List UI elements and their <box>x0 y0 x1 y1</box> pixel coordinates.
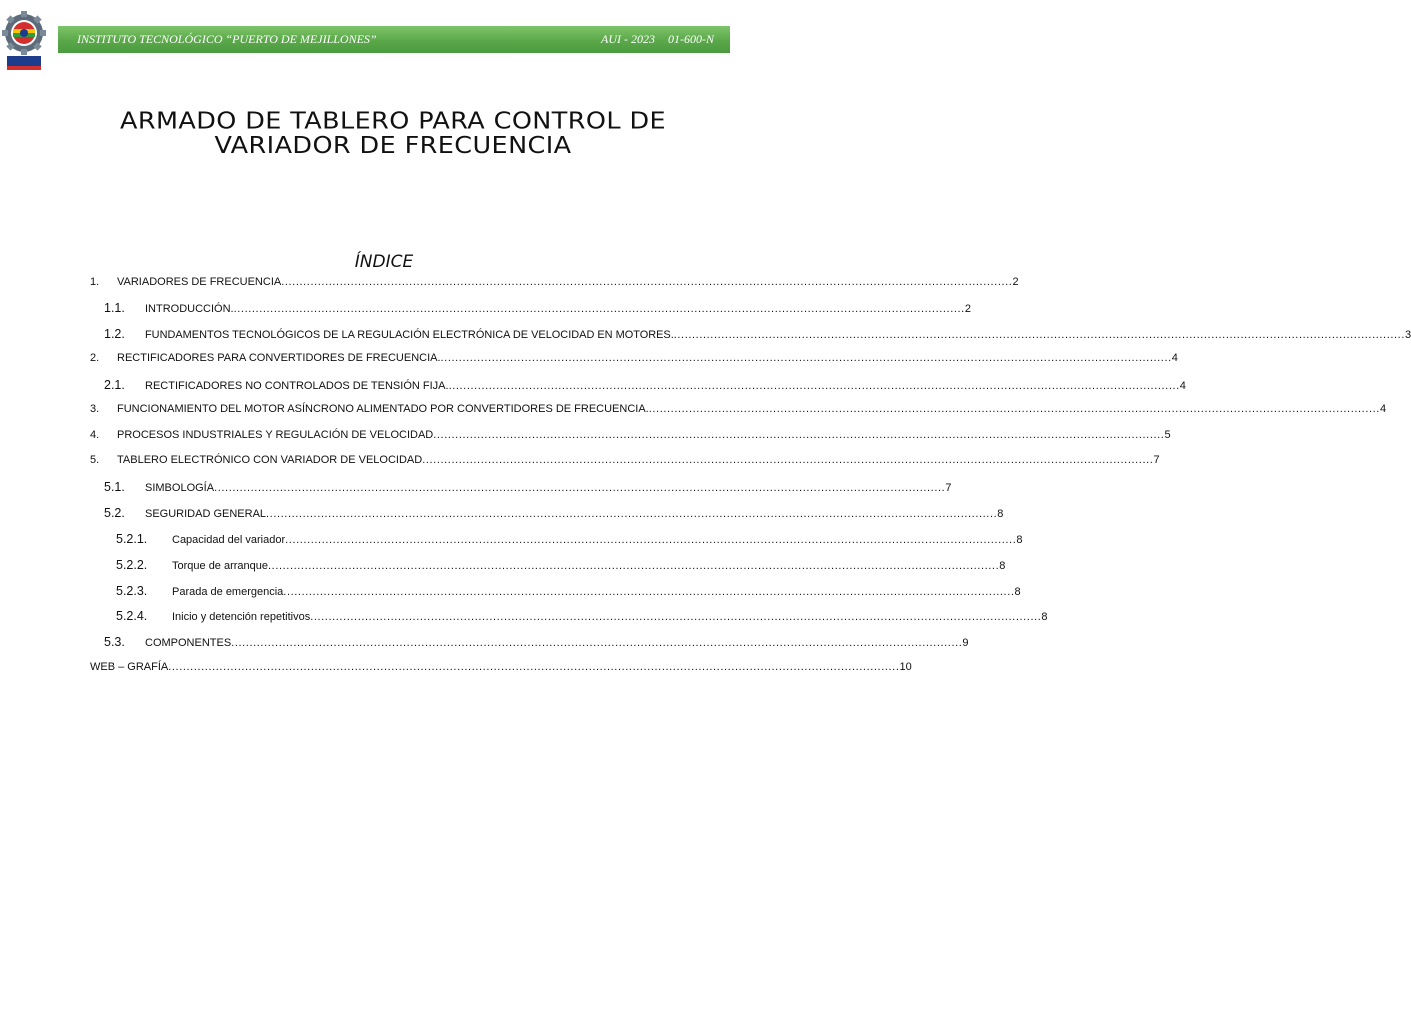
toc-entry-page: 5 <box>1164 429 1171 441</box>
toc-entry-number: 1.2. <box>104 327 125 341</box>
toc-entry-label: INTRODUCCIÓN. <box>145 303 234 315</box>
toc-entry[interactable] <box>116 532 1023 550</box>
toc-entry-label: PROCESOS INDUSTRIALES Y REGULACIÓN DE VELOCIDAD <box>117 429 434 441</box>
toc-entry-number: 5.2.2. <box>116 558 148 572</box>
toc-entry-leader: ........................................................................................................................................................................................................ <box>281 276 1013 288</box>
toc-entry[interactable] <box>104 506 1004 524</box>
toc-entry-leader: ........................................................................................................................................................................................................ <box>231 637 963 649</box>
toc-entry-leader: ........................................................................................................................................................................................................ <box>673 329 1405 341</box>
toc-entry-leader: ........................................................................................................................................................................................................ <box>310 611 1042 623</box>
toc-entry-page: 9 <box>962 637 969 649</box>
toc-heading: ÍNDICE <box>354 252 414 272</box>
toc-entry-number: 5.2.3. <box>116 584 148 598</box>
toc-entry-label: COMPONENTES <box>145 637 232 649</box>
toc-entry-page: 8 <box>999 560 1006 572</box>
toc-entry-page: 7 <box>1153 454 1160 466</box>
document-title-line-2: VARIADOR DE FRECUENCIA <box>214 132 572 160</box>
toc-entry-leader: ........................................................................................................................................................................................................ <box>268 560 1000 572</box>
toc-entry-page: 4 <box>1171 352 1178 364</box>
document-title-line-1: ARMADO DE TABLERO PARA CONTROL DE <box>119 107 667 135</box>
toc-entry-leader: ........................................................................................................................................................................................................ <box>448 380 1180 392</box>
toc-entry-page: 8 <box>1016 534 1023 546</box>
toc-entry-page: 4 <box>1179 380 1186 392</box>
toc-entry-page: 3 <box>1404 329 1411 341</box>
period-label: AUI - 2023 <box>601 32 655 46</box>
toc-entry-number: 5.2.1. <box>116 532 148 546</box>
toc-entry-number: 1.1. <box>104 301 125 315</box>
toc-entry-leader: ........................................................................................................................................................................................................ <box>233 303 965 315</box>
header-bar <box>58 26 730 53</box>
toc-entry-page: 8 <box>1041 611 1048 623</box>
toc-entry-label: TABLERO ELECTRÓNICO CON VARIADOR DE VELOCIDAD <box>117 454 423 466</box>
institute-logo-icon <box>3 9 45 73</box>
toc-entry-leader: ........................................................................................................................................................................................................ <box>283 586 1015 598</box>
toc-entry-number: 5.3. <box>104 635 125 649</box>
toc-entry-leader: ........................................................................................................................................................................................................ <box>266 508 998 520</box>
toc-entry-label: SEGURIDAD GENERAL <box>145 508 267 520</box>
toc-entry-label: WEB – GRAFÍA <box>90 661 169 673</box>
toc-entry-leader: ........................................................................................................................................................................................................ <box>422 454 1154 466</box>
toc-entry-leader: ........................................................................................................................................................................................................ <box>285 534 1017 546</box>
toc-entry[interactable] <box>104 327 1411 345</box>
toc-entry-number: 5.2. <box>104 506 125 520</box>
toc-entry-label: Inicio y detención repetitivos <box>172 611 311 623</box>
toc-entry-leader: ........................................................................................................................................................................................................ <box>433 429 1165 441</box>
toc-entry-label: Torque de arranque <box>172 560 269 572</box>
toc-entry-label: FUNCIONAMIENTO DEL MOTOR ASÍNCRONO ALIMENTADO POR CONVERTIDORES DE FRECUENCIA. <box>117 403 649 415</box>
toc-entry[interactable] <box>90 352 1178 370</box>
institution-name: INSTITUTO TECNOLÓGICO “PUERTO DE MEJILLONES” <box>77 32 377 46</box>
toc-entry-leader: ........................................................................................................................................................................................................ <box>214 482 946 494</box>
toc-entry-page: 8 <box>1014 586 1021 598</box>
document-code: 01-600-N <box>668 32 714 46</box>
toc-entry[interactable] <box>116 584 1021 602</box>
toc-entry[interactable] <box>90 429 1171 447</box>
toc-entry-number: 1. <box>90 276 100 288</box>
toc-entry-number: 4. <box>90 429 100 441</box>
toc-entry-label: VARIADORES DE FRECUENCIA <box>117 276 282 288</box>
toc-entry-number: 5.2.4. <box>116 609 148 623</box>
toc-entry-page: 7 <box>945 482 952 494</box>
toc-entry[interactable] <box>90 276 1019 294</box>
toc-entry-page: 2 <box>1012 276 1019 288</box>
toc-entry[interactable] <box>104 480 952 498</box>
toc-entry-label: Capacidad del variador <box>172 534 286 546</box>
toc-entry-leader: ........................................................................................................................................................................................................ <box>168 661 900 673</box>
toc-entry-leader: ........................................................................................................................................................................................................ <box>648 403 1380 415</box>
toc-entry-label: FUNDAMENTOS TECNOLÓGICOS DE LA REGULACIÓN ELECTRÓNICA DE VELOCIDAD EN MOTORES. <box>145 329 674 341</box>
toc-entry-number: 5. <box>90 454 100 466</box>
toc-entry[interactable] <box>116 558 1006 576</box>
toc-entry-label: SIMBOLOGÍA <box>145 482 215 494</box>
toc-entry[interactable] <box>90 403 1387 421</box>
toc-entry-page: 10 <box>899 661 912 673</box>
toc-entry-page: 8 <box>997 508 1004 520</box>
toc-entry-page: 4 <box>1379 403 1387 415</box>
toc-entry[interactable] <box>104 635 969 653</box>
toc-entry-number: 2.1. <box>104 378 125 392</box>
toc-entry-number: 5.1. <box>104 480 125 494</box>
toc-entry[interactable] <box>104 301 971 319</box>
toc-entry-page: 2 <box>964 303 971 315</box>
document-title <box>60 107 726 160</box>
toc-entry-number: 3. <box>90 403 100 415</box>
toc-entry-label: Parada de emergencia <box>172 586 284 598</box>
toc-entry[interactable] <box>116 609 1048 627</box>
toc-entry-label: RECTIFICADORES PARA CONVERTIDORES DE FRECUENCIA. <box>117 352 441 364</box>
toc-entry-number: 2. <box>90 352 100 364</box>
toc-entry[interactable] <box>90 661 912 679</box>
toc-entry-leader: ........................................................................................................................................................................................................ <box>440 352 1172 364</box>
toc-entry-label: RECTIFICADORES NO CONTROLADOS DE TENSIÓN FIJA. <box>145 380 449 392</box>
toc-entry[interactable] <box>104 378 1186 396</box>
header-meta <box>591 32 714 47</box>
toc-entry[interactable] <box>90 454 1160 472</box>
